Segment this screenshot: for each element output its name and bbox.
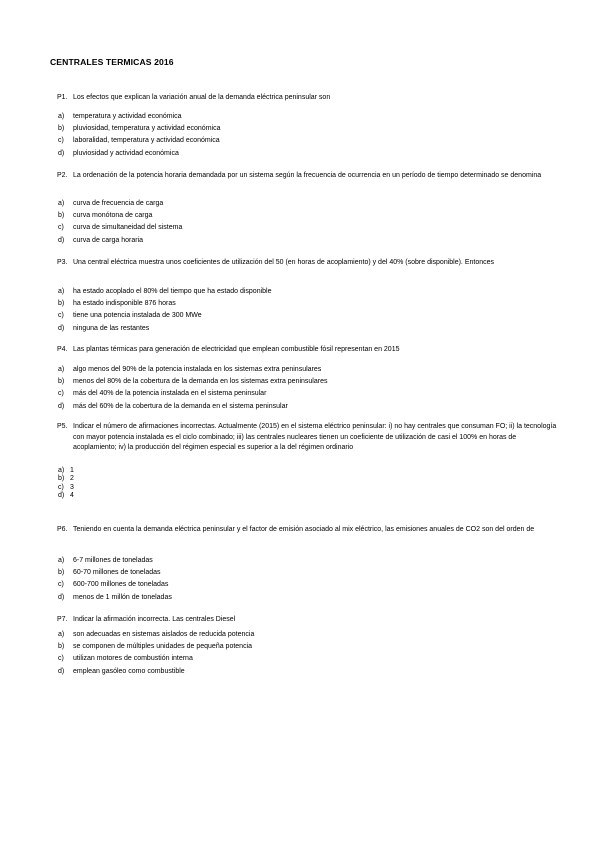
options-p5 bbox=[58, 467, 74, 501]
options-p2 bbox=[58, 198, 182, 247]
option-text: 2 bbox=[70, 475, 74, 483]
question-text: Una central eléctrica muestra unos coeficientes de utilización del 50 (en horas de acoplamiento) y del 40% (sobre disponible). Entonces bbox=[73, 259, 495, 266]
question-text: La ordenación de la potencia horaria demandada por un sistema según la frecuencia de ocurrencia en un período de tiempo determinado se denomina bbox=[73, 172, 542, 179]
option-letter: d) bbox=[58, 593, 65, 601]
option-letter: c) bbox=[58, 390, 64, 398]
option-b bbox=[58, 298, 271, 310]
option-c bbox=[58, 484, 74, 492]
option-a bbox=[58, 629, 254, 641]
option-letter: b) bbox=[58, 643, 65, 651]
question-p4 bbox=[57, 345, 560, 356]
option-d bbox=[58, 323, 271, 335]
question-number: P1. bbox=[57, 94, 68, 101]
option-letter: d) bbox=[58, 324, 65, 332]
option-text: curva de carga horaria bbox=[73, 236, 144, 244]
option-text: menos del 80% de la cobertura de la demanda en los sistemas extra peninsulares bbox=[73, 378, 328, 386]
question-text: Indicar la afirmación incorrecta. Las centrales Diesel bbox=[73, 616, 236, 623]
option-letter: a) bbox=[58, 467, 65, 474]
option-letter: a) bbox=[58, 113, 65, 120]
option-letter: d) bbox=[58, 492, 65, 500]
option-letter: a) bbox=[58, 557, 65, 564]
option-text: algo menos del 90% de la potencia instalada en los sistemas extra peninsulares bbox=[73, 366, 322, 373]
options-p4 bbox=[58, 364, 327, 413]
option-text: pluviosidad y actividad económica bbox=[73, 149, 179, 157]
option-b bbox=[58, 123, 220, 135]
question-text: Los efectos que explican la variación anual de la demanda eléctrica peninsular son bbox=[73, 94, 331, 101]
option-d bbox=[58, 401, 327, 413]
question-number: P3. bbox=[57, 259, 68, 266]
option-text: 4 bbox=[70, 492, 74, 500]
option-a bbox=[58, 286, 271, 298]
question-p3 bbox=[57, 258, 560, 269]
option-b bbox=[58, 210, 182, 222]
question-p1 bbox=[57, 93, 560, 104]
option-text: más del 40% de la potencia instalada en el sistema peninsular bbox=[73, 390, 267, 398]
option-text: ha estado indisponible 876 horas bbox=[73, 300, 176, 308]
question-number: P6. bbox=[57, 526, 68, 533]
question-p2 bbox=[57, 171, 560, 182]
options-p1 bbox=[58, 111, 220, 160]
question-number: P4. bbox=[57, 346, 68, 353]
option-letter: a) bbox=[58, 288, 65, 295]
option-letter: a) bbox=[58, 200, 65, 207]
option-b bbox=[58, 376, 327, 388]
option-letter: b) bbox=[58, 378, 65, 386]
option-c bbox=[58, 579, 172, 591]
option-letter: c) bbox=[58, 655, 64, 663]
question-number: P2. bbox=[57, 172, 68, 179]
question-number: P7. bbox=[57, 616, 68, 623]
option-letter: c) bbox=[58, 581, 64, 589]
option-b bbox=[58, 475, 74, 483]
option-a bbox=[58, 111, 220, 123]
option-text: 3 bbox=[70, 483, 74, 491]
option-text: temperatura y actividad económica bbox=[73, 113, 182, 120]
page-title: CENTRALES TERMICAS 2016 bbox=[50, 57, 174, 67]
option-text: 600-700 millones de toneladas bbox=[73, 581, 169, 589]
option-d bbox=[58, 235, 182, 247]
options-p6 bbox=[58, 555, 172, 604]
option-letter: d) bbox=[58, 667, 65, 675]
question-text: Indicar el número de afirmaciones incorrectas. Actualmente (2015) en el sistema eléctrico peninsular: i) no hay centrales que consuman FO; ii) la tecnología con mayor potencia instalada es el ciclo combinado; iii) las centrales nucleares tienen un coeficiente de utilización de casi el 100% en horas de acoplamiento; iv) la producción del régimen especial es superior a la del régimen ordinario bbox=[73, 423, 557, 451]
question-p5 bbox=[57, 422, 560, 454]
option-letter: d) bbox=[58, 149, 65, 157]
question-number: P5. bbox=[57, 423, 68, 430]
option-text: curva monótona de carga bbox=[73, 212, 153, 220]
option-letter: a) bbox=[58, 366, 65, 373]
option-d bbox=[58, 592, 172, 604]
option-letter: a) bbox=[58, 631, 65, 638]
option-letter: b) bbox=[58, 125, 65, 133]
option-text: 60-70 millones de toneladas bbox=[73, 569, 161, 577]
option-text: 6-7 millones de toneladas bbox=[73, 557, 153, 564]
option-c bbox=[58, 310, 271, 322]
option-text: se componen de múltiples unidades de pequeña potencia bbox=[73, 643, 253, 651]
option-text: son adecuadas en sistemas aislados de reducida potencia bbox=[73, 631, 255, 638]
options-p7 bbox=[58, 629, 254, 678]
option-letter: d) bbox=[58, 402, 65, 410]
option-a bbox=[58, 198, 182, 210]
option-b bbox=[58, 567, 172, 579]
option-letter: b) bbox=[58, 475, 65, 483]
option-text: menos de 1 millón de toneladas bbox=[73, 593, 172, 601]
option-d bbox=[58, 492, 74, 500]
option-c bbox=[58, 653, 254, 665]
option-text: ninguna de las restantes bbox=[73, 324, 150, 332]
option-letter: c) bbox=[58, 312, 64, 320]
option-letter: c) bbox=[58, 483, 64, 491]
option-d bbox=[58, 148, 220, 160]
option-letter: c) bbox=[58, 137, 64, 145]
option-letter: b) bbox=[58, 569, 65, 577]
option-d bbox=[58, 666, 254, 678]
question-text: Teniendo en cuenta la demanda eléctrica peninsular y el factor de emisión asociado al mix eléctrico, las emisiones anuales de CO2 son del orden de bbox=[73, 526, 535, 533]
option-text: ha estado acoplado el 80% del tiempo que ha estado disponible bbox=[73, 288, 272, 295]
option-a bbox=[58, 364, 327, 376]
question-p6 bbox=[57, 525, 560, 536]
option-letter: c) bbox=[58, 224, 64, 232]
option-letter: d) bbox=[58, 236, 65, 244]
option-text: curva de frecuencia de carga bbox=[73, 200, 164, 207]
question-p7 bbox=[57, 615, 560, 626]
option-c bbox=[58, 222, 182, 234]
option-a bbox=[58, 555, 172, 567]
option-letter: b) bbox=[58, 300, 65, 308]
option-c bbox=[58, 135, 220, 147]
option-text: curva de simultaneidad del sistema bbox=[73, 224, 183, 232]
option-c bbox=[58, 388, 327, 400]
option-b bbox=[58, 641, 254, 653]
options-p3 bbox=[58, 286, 271, 335]
option-text: tiene una potencia instalada de 300 MWe bbox=[73, 312, 202, 320]
option-text: emplean gasóleo como combustible bbox=[73, 667, 185, 675]
question-text: Las plantas térmicas para generación de electricidad que emplean combustible fósil representan en 2015 bbox=[73, 346, 400, 353]
option-text: pluviosidad, temperatura y actividad económica bbox=[73, 125, 221, 133]
option-text: 1 bbox=[70, 467, 74, 474]
option-text: laboralidad, temperatura y actividad económica bbox=[73, 137, 220, 145]
option-a bbox=[58, 467, 74, 475]
option-text: utilizan motores de combustión interna bbox=[73, 655, 193, 663]
option-text: más del 60% de la cobertura de la demanda en el sistema peninsular bbox=[73, 402, 288, 410]
option-letter: b) bbox=[58, 212, 65, 220]
